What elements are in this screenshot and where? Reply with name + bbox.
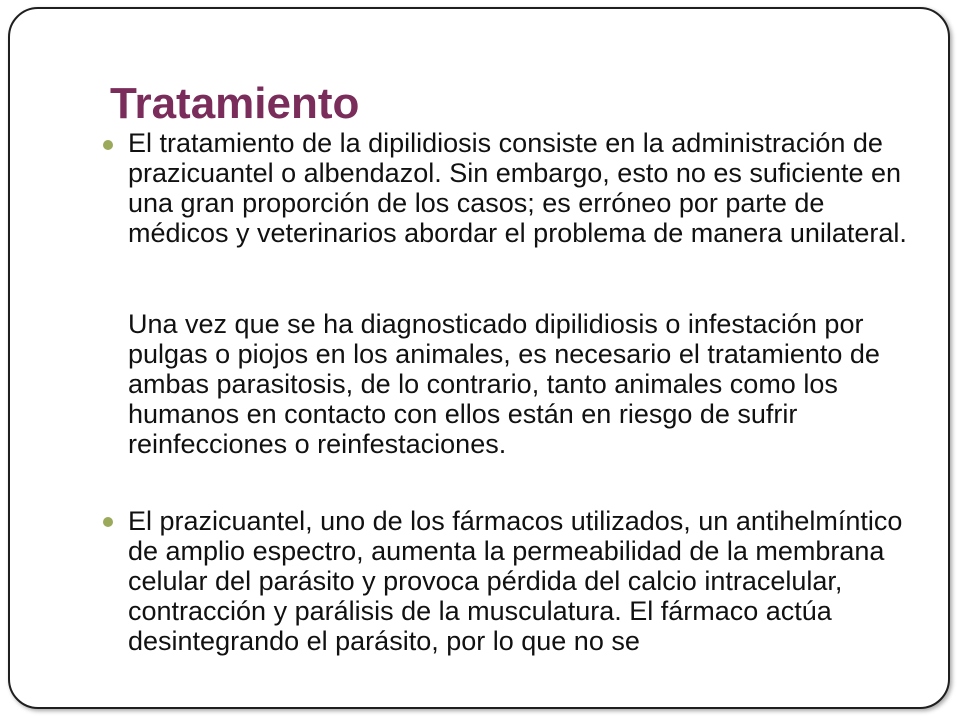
paragraph-diagnosis-followup: Una vez que se ha diagnosticado dipilidiosis o infestación por pulgas o piojos en los animales, es necesario el tratamiento de ambas parasitosis, de lo contrario, tanto animales como los humanos en contacto con ellos están en riesgo de sufrir reinfecciones o reinfestaciones. (128, 309, 880, 459)
slide-title: Tratamiento (110, 79, 360, 128)
bullet-icon (103, 517, 113, 527)
paragraph-treatment-overview: El tratamiento de la dipilidiosis consiste en la administración de prazicuantel o albendazol. Sin embargo, esto no es suficiente en una gran proporción de los casos; es erróneo por parte de médicos y veterinarios abordar el problema de manera unilateral. (128, 128, 907, 248)
paragraph-prazicuantel: El prazicuantel, uno de los fármacos utilizados, un antihelmíntico de amplio espectro, aumenta la permeabilidad de la membrana celular del parásito y provoca pérdida del calcio intracelular, contracción y parálisis de la musculatura. El fármaco actúa desintegrando el parásito, por lo que no se (128, 506, 903, 656)
bullet-icon (103, 140, 113, 150)
